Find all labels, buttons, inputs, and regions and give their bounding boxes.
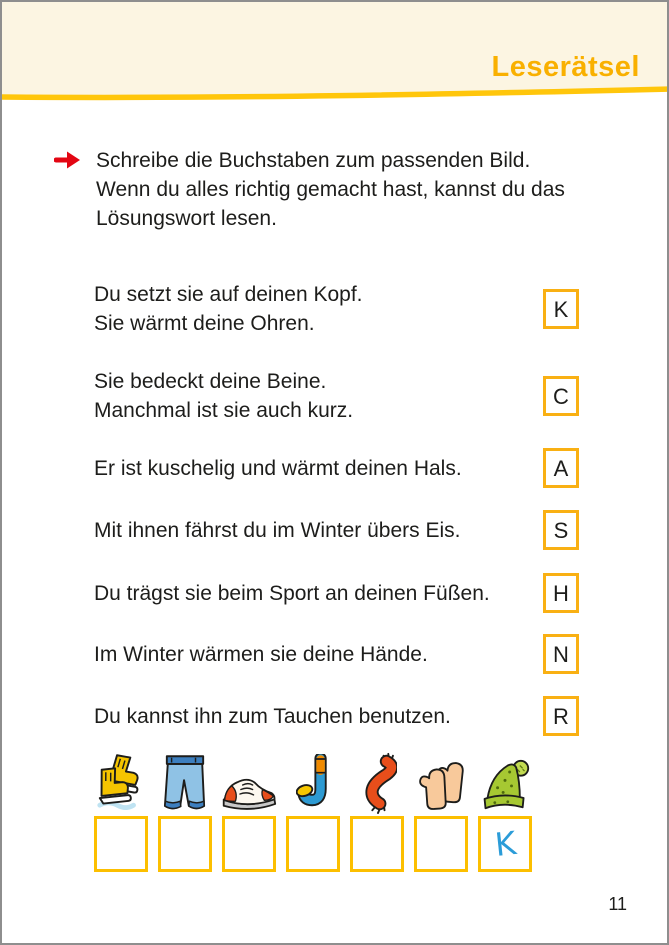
- letter: K: [553, 296, 569, 322]
- answer-box[interactable]: [94, 816, 148, 872]
- answer-box[interactable]: [350, 816, 404, 872]
- solution-column: [478, 748, 532, 872]
- riddle-text: Du kannst ihn zum Tauchen benutzen.: [94, 705, 451, 728]
- riddle-row: [94, 579, 580, 608]
- instruction-line: Schreibe die Buchstaben zum passenden Bild.: [96, 149, 531, 172]
- riddle-text: Manchmal ist sie auch kurz.: [94, 399, 354, 422]
- instruction-line: Lösungswort lesen.: [96, 207, 277, 230]
- solution-row: [94, 748, 532, 872]
- letter-box: [543, 573, 579, 613]
- solution-column: [350, 748, 404, 872]
- letter-box: [543, 696, 579, 736]
- instructions: [54, 146, 565, 233]
- sneaker-icon: [221, 748, 277, 814]
- riddle-text: Sie wärmt deine Ohren.: [94, 312, 315, 335]
- riddle-row: [94, 280, 580, 338]
- letter-box: [543, 289, 579, 329]
- riddle-row: [94, 640, 580, 669]
- ice-skates-icon: [94, 748, 148, 814]
- riddle-text: Mit ihnen fährst du im Winter übers Eis.: [94, 519, 461, 542]
- answer-box[interactable]: [478, 816, 532, 872]
- riddle-text: Du setzt sie auf deinen Kopf.: [94, 283, 363, 306]
- letter-box: [543, 510, 579, 550]
- riddle-row: [94, 367, 580, 425]
- page-title: Leserätsel: [491, 51, 640, 83]
- letter: H: [553, 580, 569, 606]
- page-number: 11: [608, 894, 627, 914]
- riddle-text: Sie bedeckt deine Beine.: [94, 370, 327, 393]
- jeans-icon: [163, 748, 207, 814]
- letter: S: [553, 517, 569, 543]
- letter: N: [553, 641, 569, 667]
- letter: R: [553, 703, 569, 729]
- answer-box[interactable]: [158, 816, 212, 872]
- letter-box: [543, 634, 579, 674]
- riddle-row: [94, 454, 580, 483]
- red-arrow-icon: [54, 150, 82, 170]
- answer-box[interactable]: [286, 816, 340, 872]
- solution-column: [222, 748, 276, 872]
- letter-box: [543, 448, 579, 488]
- solution-column: [94, 748, 148, 872]
- snorkel-icon: [296, 748, 330, 814]
- letter-box: [543, 376, 579, 416]
- answer-box[interactable]: [222, 816, 276, 872]
- solution-column: [158, 748, 212, 872]
- winter-hat-icon: [479, 748, 531, 814]
- instructions-text: [96, 146, 565, 233]
- letter: A: [553, 455, 569, 481]
- riddle-text: Du trägst sie beim Sport an deinen Füßen.: [94, 582, 490, 605]
- riddle-text: Im Winter wärmen sie deine Hände.: [94, 643, 428, 666]
- yellow-divider-line: [2, 86, 669, 102]
- solution-column: [286, 748, 340, 872]
- riddle-text: Er ist kuschelig und wärmt deinen Hals.: [94, 457, 462, 480]
- letter: C: [553, 383, 569, 409]
- scarf-icon: [357, 748, 397, 814]
- instruction-line: Wenn du alles richtig gemacht hast, kannst du das: [96, 178, 565, 201]
- riddle-row: [94, 702, 580, 731]
- answer-letter: K: [492, 824, 518, 864]
- mittens-icon: [417, 748, 465, 814]
- riddle-row: [94, 516, 580, 545]
- answer-box[interactable]: [414, 816, 468, 872]
- solution-column: [414, 748, 468, 872]
